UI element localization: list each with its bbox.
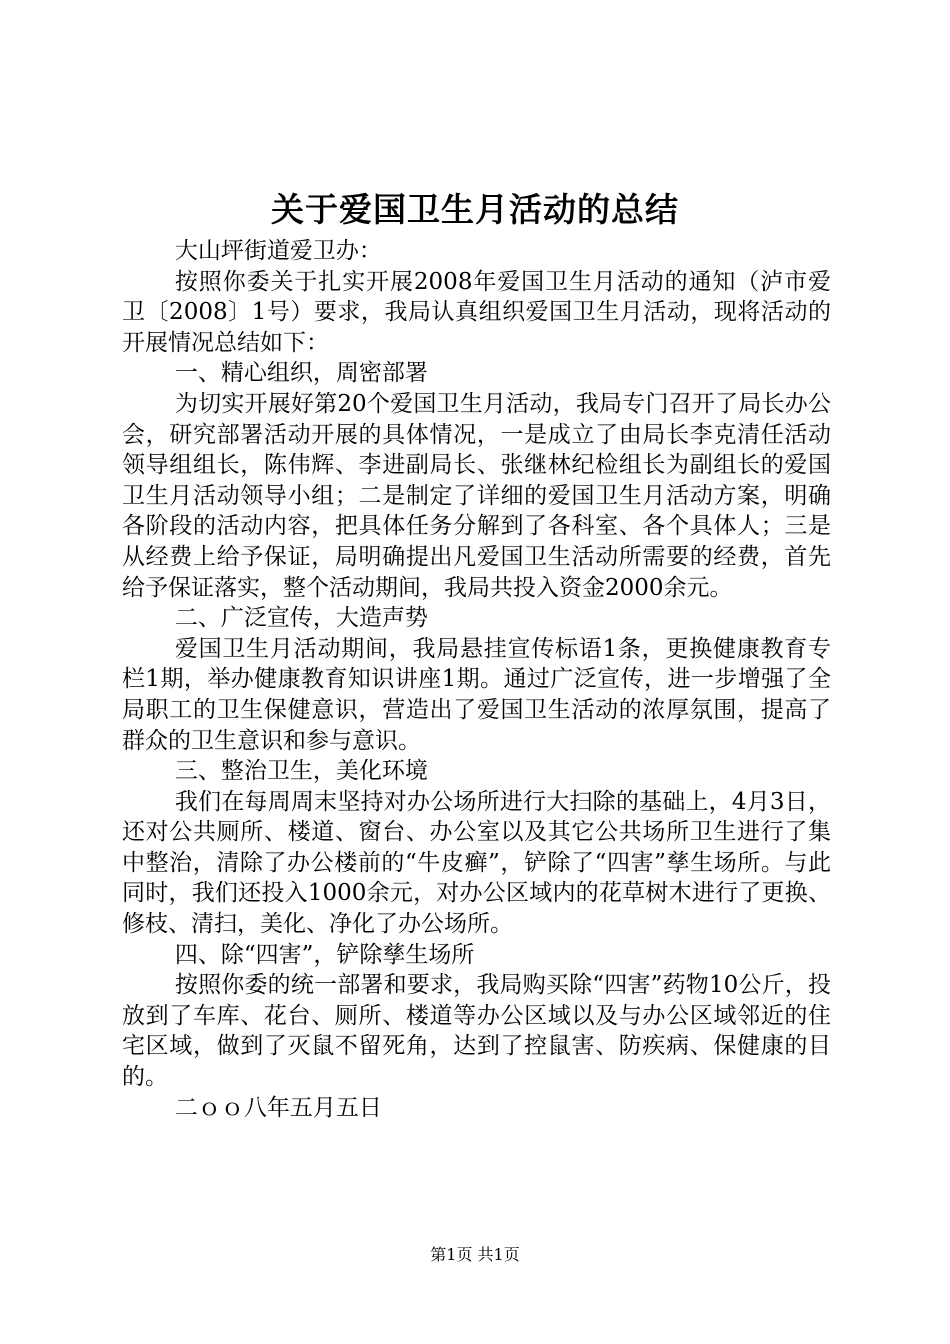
section-body-3: 我们在每周周末坚持对办公场所进行大扫除的基础上，4月3日，还对公共厕所、楼道、窗台、办公室以及其它公共场所卫生进行了集中整治，清除了办公楼前的“牛皮癣”，铲除了“四害”孳生场所。与此同时，我们还投入1000余元，对办公区域内的花草树木进行了更换、修枝、清扫，美化、净化了办公场所。 <box>122 788 831 938</box>
section-heading-4: 四、除“四害”，铲除孳生场所 <box>174 941 475 968</box>
salutation: 大山坪街道爱卫办： <box>174 238 382 264</box>
section-body-1: 为切实开展好第20个爱国卫生月活动，我局专门召开了局长办公会，研究部署活动开展的具体情况，一是成立了由局长李克清任活动领导组组长，陈伟辉、李进副局长、张继林纪检组长为副组长的爱国卫生月活动领导小组；二是制定了详细的爱国卫生月活动方案，明确各阶段的活动内容，把具体任务分解到了各科室、各个具体人；三是从经费上给予保证，局明确提出凡爱国卫生活动所需要的经费，首先给予保证落实，整个活动期间，我局共投入资金2000余元。 <box>122 390 831 601</box>
section-heading-1: 一、精心组织，周密部署 <box>174 360 428 387</box>
section-body-4: 按照你委的统一部署和要求，我局购买除“四害”药物10公斤，投放到了车库、花台、厕所、楼道等办公区域以及与办公区域邻近的住宅区域，做到了灭鼠不留死角，达到了控鼠害、防疾病、保健康的目的。 <box>122 972 831 1091</box>
page-number-footer: 第1页 共1页 <box>430 1245 520 1264</box>
document-title: 关于爱国卫生月活动的总结 <box>271 190 679 229</box>
section-heading-3: 三、整治卫生，美化环境 <box>174 758 428 785</box>
intro-paragraph: 按照你委关于扎实开展2008年爱国卫生月活动的通知（泸市爱卫〔2008〕1号）要求，我局认真组织爱国卫生月活动，现将活动的开展情况总结如下： <box>122 268 831 356</box>
section-heading-2: 二、广泛宣传，大造声势 <box>174 605 428 632</box>
document-body <box>122 236 831 1123</box>
section-body-2: 爱国卫生月活动期间，我局悬挂宣传标语1条，更换健康教育专栏1期，举办健康教育知识讲座1期。通过广泛宣传，进一步增强了全局职工的卫生保健意识，营造出了爱国卫生活动的浓厚氛围，提高了群众的卫生意识和参与意识。 <box>122 635 831 754</box>
document-date: 二ｏｏ八年五月五日 <box>174 1094 382 1121</box>
